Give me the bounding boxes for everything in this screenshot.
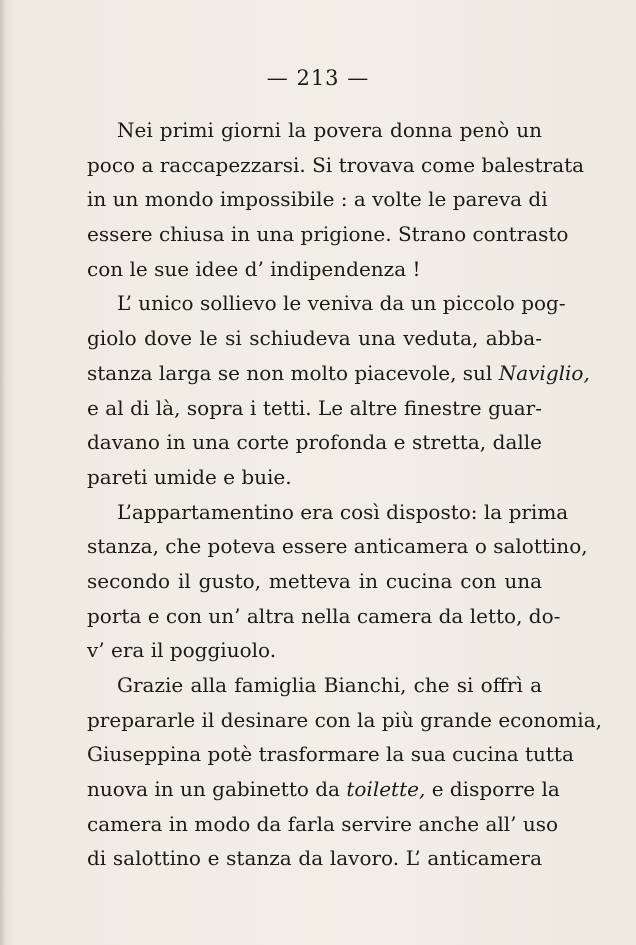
text-line: Giuseppina potè trasformare la sua cucina tutta [87, 742, 574, 767]
text-line: porta e con un’ altra nella camera da letto, do- [87, 603, 561, 628]
text-line-part: e disporre la [431, 777, 560, 802]
paragraph-2 [87, 286, 590, 494]
text-line: pareti umide e buie. [87, 464, 292, 489]
page-number: — 213 — [266, 66, 370, 90]
italic-word: toilette, [346, 777, 426, 802]
text-line: poco a raccapezzarsi. Si trovava come balestrata [87, 152, 585, 177]
text-line: secondo il gusto, metteva in cucina con una [87, 568, 542, 593]
text-line: giolo dove le si schiudeva una veduta, abba- [87, 326, 542, 351]
text-line-part: stanza larga se non molto piacevole, sul [87, 360, 493, 385]
text-line: camera in modo da farla servire anche all’ uso [87, 811, 559, 836]
text-line: prepararle il desinare con la più grande economia, [87, 707, 602, 732]
text-line: L’appartamentino era così disposto: la prima [117, 499, 569, 524]
text-line: stanza, che poteva essere anticamera o salottino, [87, 534, 588, 559]
text-line: essere chiusa in una prigione. Strano contrasto [87, 222, 569, 247]
text-line-part: nuova in un gabinetto da [87, 777, 340, 802]
text-line: con le sue idee d’ indipendenza ! [87, 256, 421, 281]
text-line [87, 356, 590, 391]
text-line: L’ unico sollievo le veniva da un piccolo pog- [117, 291, 566, 316]
text-line: di salottino e stanza da lavoro. L’ anticamera [87, 846, 542, 871]
paragraph-1 [87, 113, 585, 286]
text-line: in un mondo impossibile : a volte le pareva di [87, 187, 548, 212]
text-line: Grazie alla famiglia Bianchi, che si offrì a [117, 673, 542, 697]
paragraph-3 [87, 495, 588, 668]
text-line [87, 772, 560, 807]
italic-word: Naviglio, [498, 360, 590, 385]
text-line: Nei primi giorni la povera donna penò un [117, 118, 542, 142]
paragraph-4 [87, 668, 602, 876]
text-line: e al di là, sopra i tetti. Le altre finestre guar- [87, 395, 542, 420]
text-line: davano in una corte profonda e stretta, dalle [87, 430, 542, 455]
text-line: v’ era il poggiuolo. [87, 638, 277, 663]
body-text [87, 113, 602, 876]
